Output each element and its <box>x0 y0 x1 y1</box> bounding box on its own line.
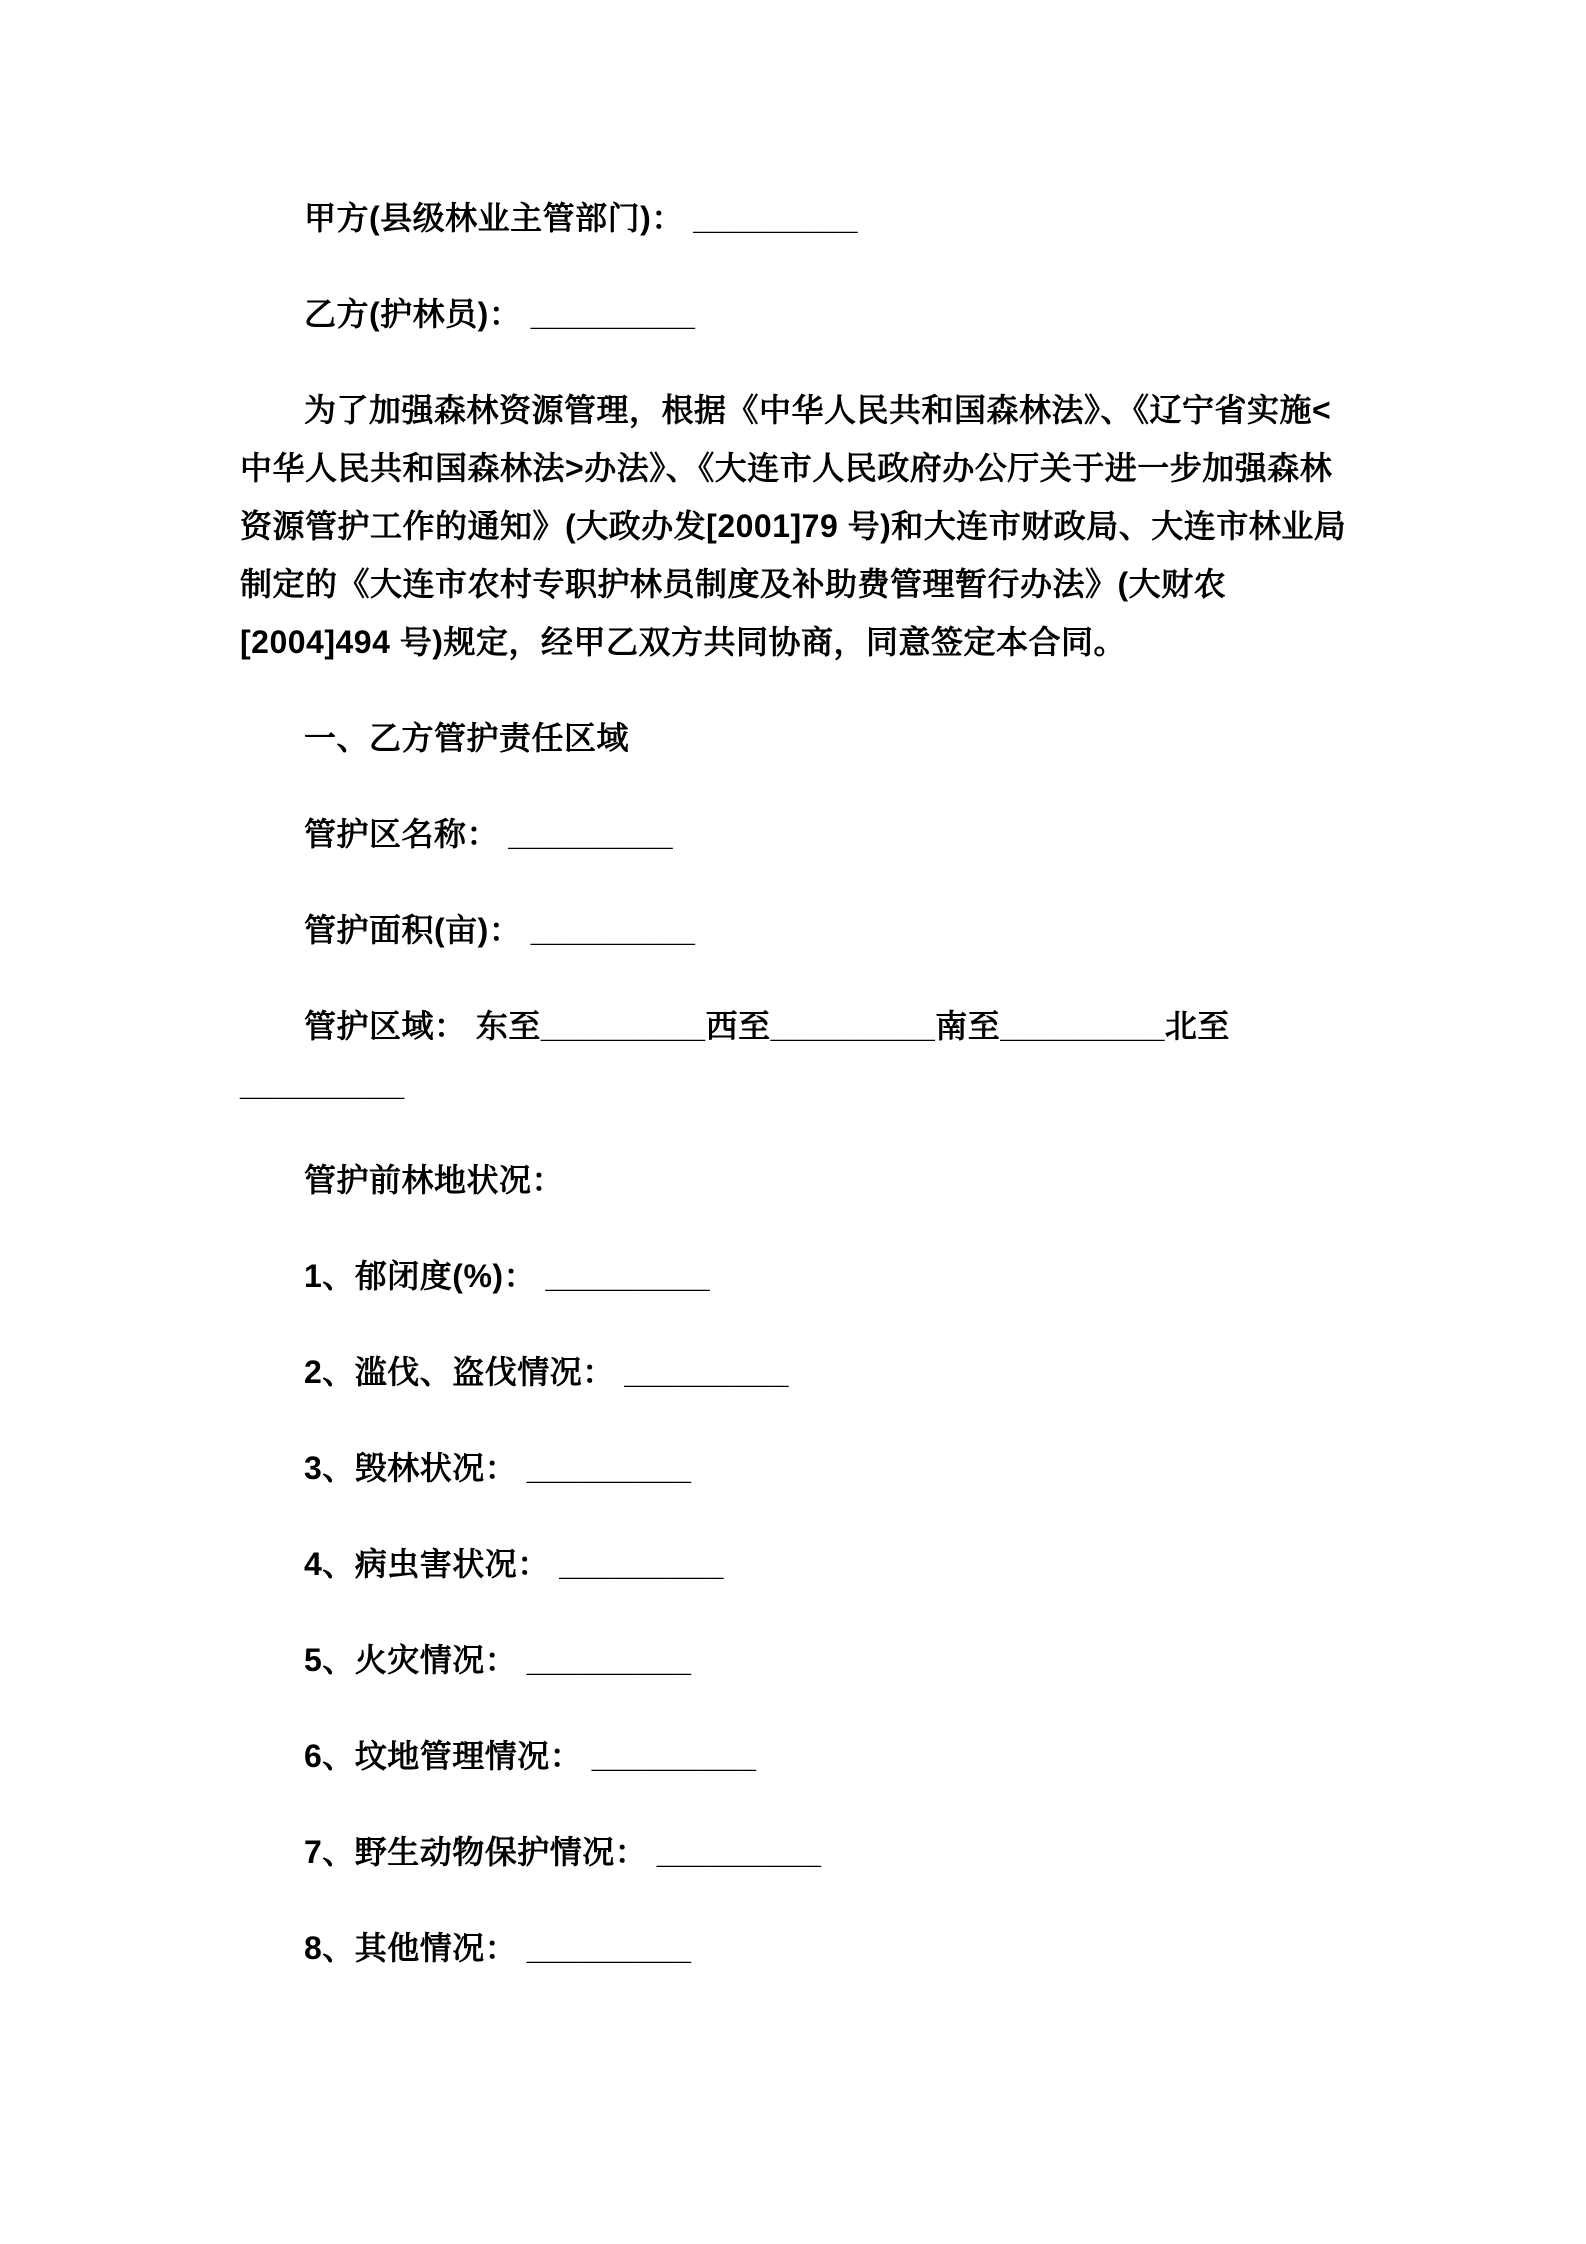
field-area-name: 管护区名称： _________ <box>304 816 674 852</box>
status-item-grave-management: 6、坟地管理情况： _________ <box>304 1738 757 1774</box>
pre-forest-status-label: 管护前林地状况： <box>304 1162 565 1198</box>
status-item-illegal-logging: 2、滥伐、盗伐情况： _________ <box>304 1354 789 1390</box>
preamble-paragraph: 为了加强森林资源管理，根据《中华人民共和国森林法》、《辽宁省实施< 中华人民共和国森林法>办法》、《大连市人民政府办公厅关于进一步加强森林 资源管护工作的通知》(大政办发[2001]79 号)和大连市财政局、大连市林业局 制定的《大连市农村专职护林员制度及补助费管理暂行办法》(大财农 [2004]494 号)规定，经甲乙双方共同协商，同意签定本合同。 <box>240 392 1347 660</box>
status-item-forest-destruction: 3、毁林状况： _________ <box>304 1450 692 1486</box>
status-item-canopy-density: 1、郁闭度(%)： _________ <box>304 1258 711 1294</box>
party-b-line: 乙方(护林员)： _________ <box>304 296 696 332</box>
status-item-fire: 5、火灾情况： _________ <box>304 1642 692 1678</box>
status-item-other: 8、其他情况： _________ <box>304 1930 692 1966</box>
party-a-line: 甲方(县级林业主管部门)： _________ <box>304 200 858 236</box>
field-area-size: 管护面积(亩)： _________ <box>304 912 696 948</box>
status-item-pest-disease: 4、病虫害状况： _________ <box>304 1546 724 1582</box>
field-region-bounds: 管护区域： 东至_________西至_________南至_________北至 _________ <box>240 1008 1230 1102</box>
section-1-heading: 一、乙方管护责任区域 <box>304 720 630 756</box>
status-item-wildlife-protection: 7、野生动物保护情况： _________ <box>304 1834 822 1870</box>
